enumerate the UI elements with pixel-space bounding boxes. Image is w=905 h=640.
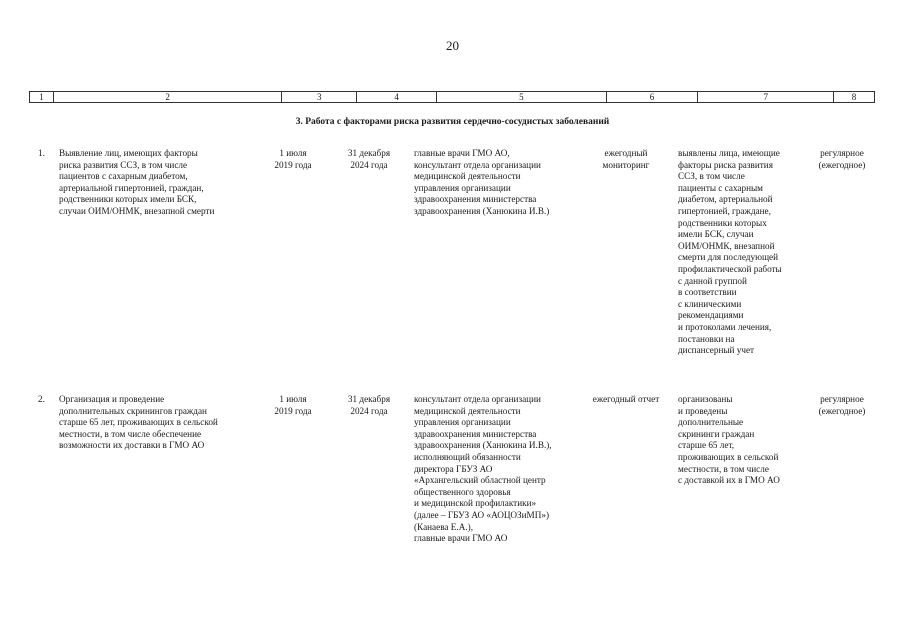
start-date-cell: 1 июля 2019 года [274,394,312,416]
result-cell: организованы и проведены дополнительные скрининги граждан старше 65 лет, проживающих в сельской местности, в том числе с доставкой их в ГМО АО [678,394,780,486]
header-col-3: 3 [282,92,357,102]
header-col-4: 4 [357,92,437,102]
result-cell: выявлены лица, имеющие факторы риска развития ССЗ, в том числе пациенты с сахарным диабетом, артериальной гипертонией, граждане, родственники которых имели БСК, случаи ОИМ/ОНМК, внезапной смерти для последующей профилактической работы с данной группой в соответствии с клиническими рекомендациями и протоколами лечения, постановки на диспансерный учет [678,148,782,356]
control-cell: ежегодный отчет [592,394,660,404]
row-number: 1. [38,148,45,158]
frequency-cell: регулярное (ежегодное) [818,394,866,416]
responsible-cell: консультант отдела организации медицинской деятельности управления организации здравоохранения министерства здравоохранения (Ханюкина И.В.), исполняющий обязанности директора ГБУЗ АО «Архангельский областной центр общественного здоровья и медицинской профилактики» (далее – ГБУЗ АО «АОЦОЗиМП») (Канаева Е.А.), главные врачи ГМО АО [414,394,552,544]
end-date-cell: 31 декабря 2024 года [347,394,391,416]
control-cell: ежегодный мониторинг [602,148,650,170]
section-title: 3. Работа с факторами риска развития сердечно-сосудистых заболеваний [295,117,610,127]
activity-cell: Организация и проведение дополнительных скринингов граждан старше 65 лет, проживающих в сельской местности, в том числе обеспечение возможности их доставки в ГМО АО [59,394,218,451]
header-col-2: 2 [54,92,282,102]
end-date-cell: 31 декабря 2024 года [347,148,391,170]
header-col-5: 5 [437,92,607,102]
header-col-8: 8 [851,92,857,102]
responsible-cell: главные врачи ГМО АО, консультант отдела организации медицинской деятельности управления организации здравоохранения министерства здравоохранения (Ханюкина И.В.) [414,148,550,216]
header-col-1: 1 [30,92,54,102]
activity-cell: Выявление лиц, имеющих факторы риска развития ССЗ, в том числе пациентов с сахарным диабетом, артериальной гипертонией, граждан, родственники которых имели БСК, случаи ОИМ/ОНМК, внезапной смерти [59,148,215,216]
frequency-cell: регулярное (ежегодное) [818,148,866,170]
start-date-cell: 1 июля 2019 года [274,148,312,170]
page-number: 20 [446,38,459,53]
column-number-header [29,91,875,103]
row-number: 2. [38,394,45,404]
header-col-6: 6 [607,92,699,102]
header-col-7: 7 [698,92,834,102]
